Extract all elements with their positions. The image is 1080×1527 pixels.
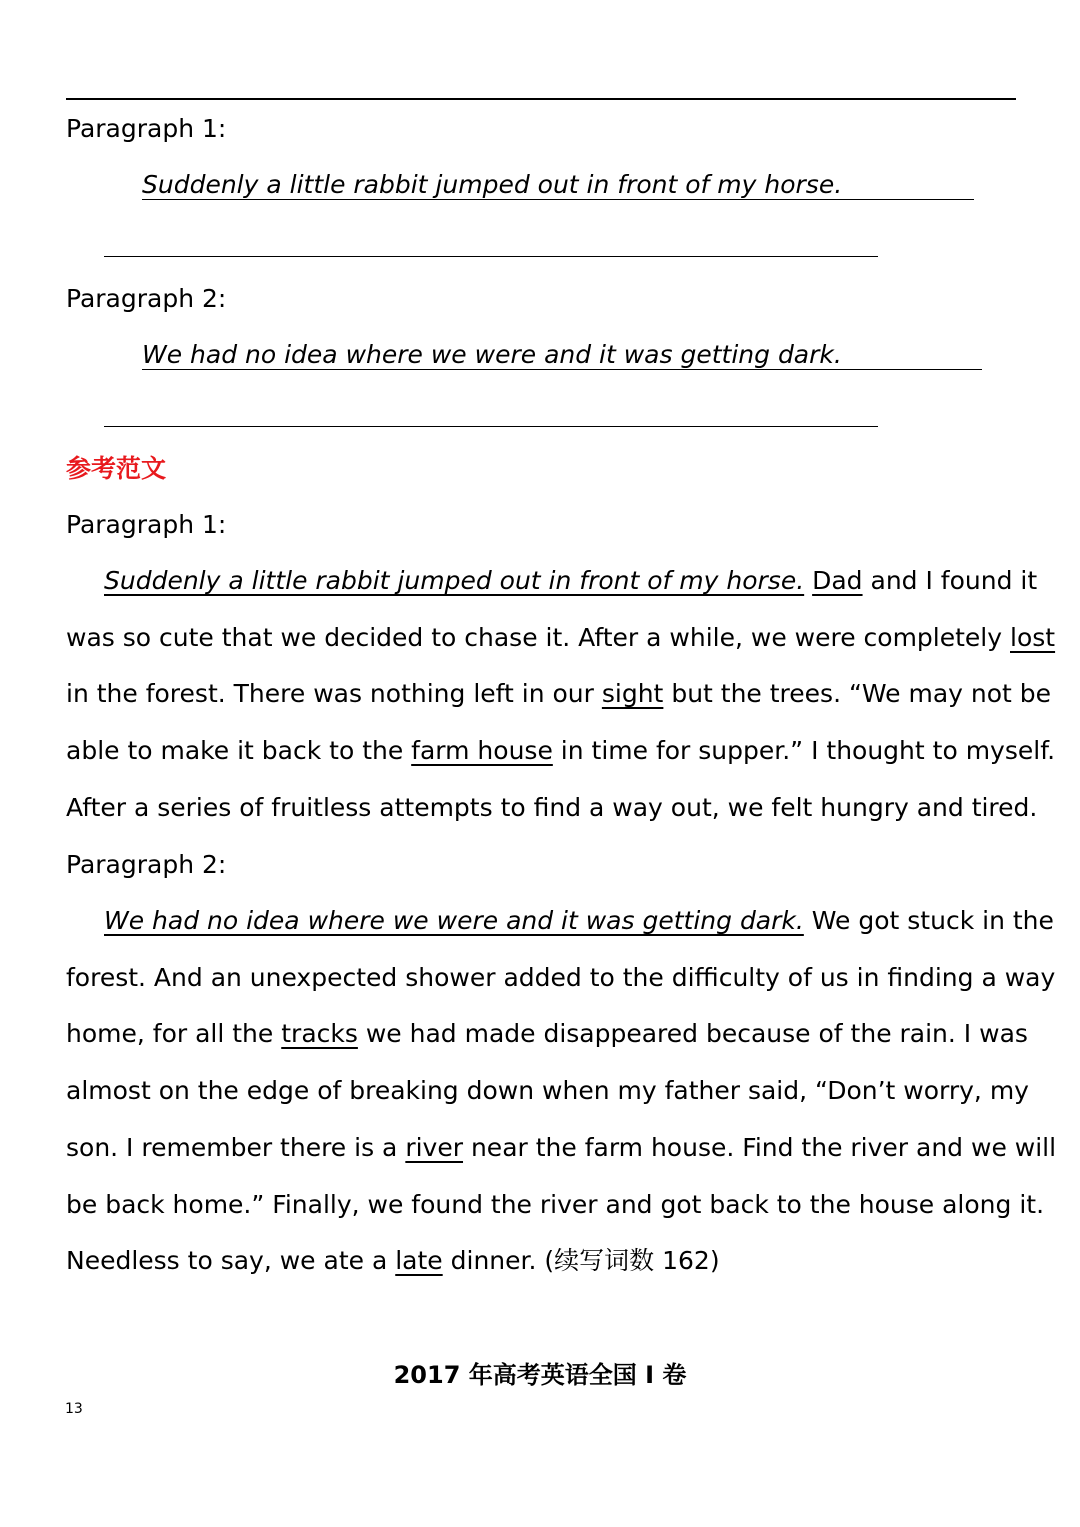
text-run: [804, 566, 812, 595]
essay-line: [66, 1074, 1029, 1108]
text-run: near the farm house. Find the river and we will: [463, 1132, 1057, 1162]
prompt-paragraph-1-text: Suddenly a little rabbit jumped out in front of my horse.: [142, 170, 843, 199]
text-run: be back home.” Finally, we found the river and got back to the house along it.: [66, 1189, 1045, 1219]
text-run: was so cute that we decided to chase it. After a while, we were completely: [66, 622, 1010, 652]
prompt-paragraph-2-label: Paragraph 2:: [66, 284, 227, 313]
essay-line: [66, 734, 1056, 768]
essay-line: [66, 1188, 1045, 1222]
sample-paragraph-1-label: Paragraph 1:: [66, 510, 227, 539]
text-run: Needless to say, we ate a: [66, 1246, 396, 1276]
underlined-phrase: lost: [1010, 622, 1056, 652]
top-rule: [66, 98, 1016, 100]
text-run: son. I remember there is a: [66, 1132, 406, 1162]
underlined-phrase: We had no idea where we were and it was getting dark.: [104, 906, 804, 935]
text-run: almost on the edge of breaking down when my father said, “Don’t worry, my: [66, 1076, 1029, 1106]
essay-line: [66, 1244, 1018, 1278]
text-run: and I found it: [862, 566, 1038, 595]
text-run: able to make it back to the: [66, 736, 412, 766]
text-run: home, for all the: [66, 1019, 282, 1049]
prompt-1-underline: [142, 199, 974, 200]
sample-essay-heading: 参考范文: [66, 454, 167, 483]
prompt-2-underline: [142, 369, 982, 370]
underlined-phrase: tracks: [281, 1019, 358, 1049]
text-run: we had made disappeared because of the rain. I was: [357, 1019, 1028, 1049]
essay-line: [66, 1131, 1057, 1165]
exam-title: 2017 年高考英语全国 I 卷: [393, 1361, 687, 1389]
text-run: We got stuck in the: [803, 906, 1054, 935]
essay-line: [104, 564, 1038, 598]
page-number: 13: [65, 1401, 83, 1417]
essay-line: [104, 904, 1054, 938]
underlined-phrase: river: [405, 1132, 464, 1162]
text-run: forest. And an unexpected shower added to the difficulty of us in finding a way: [66, 962, 1056, 992]
text-run: but the trees. “We may not be: [663, 679, 1052, 709]
blank-line-1: [104, 256, 878, 257]
text-run: dinner. (续写词数 162): [442, 1246, 720, 1276]
underlined-phrase: farm house: [411, 736, 553, 766]
prompt-paragraph-1-label: Paragraph 1:: [66, 114, 227, 143]
blank-line-2: [104, 426, 878, 427]
essay-line: [66, 961, 1056, 995]
underlined-phrase: Suddenly a little rabbit jumped out in front of my horse.: [104, 566, 805, 595]
essay-line: [66, 791, 1038, 825]
text-run: in the forest. There was nothing left in our: [66, 679, 602, 709]
underlined-phrase: sight: [601, 679, 664, 709]
essay-line: [66, 621, 1056, 655]
underlined-phrase: late: [395, 1246, 443, 1276]
essay-line: [66, 677, 1052, 711]
essay-line: [66, 1017, 1028, 1051]
text-run: in time for supper.” I thought to myself.: [552, 736, 1056, 766]
text-run: After a series of fruitless attempts to find a way out, we felt hungry and tired.: [66, 792, 1038, 822]
underlined-phrase: Dad: [812, 566, 863, 595]
sample-paragraph-2-label: Paragraph 2:: [66, 850, 227, 879]
prompt-paragraph-2-text: We had no idea where we were and it was getting dark.: [142, 340, 842, 369]
